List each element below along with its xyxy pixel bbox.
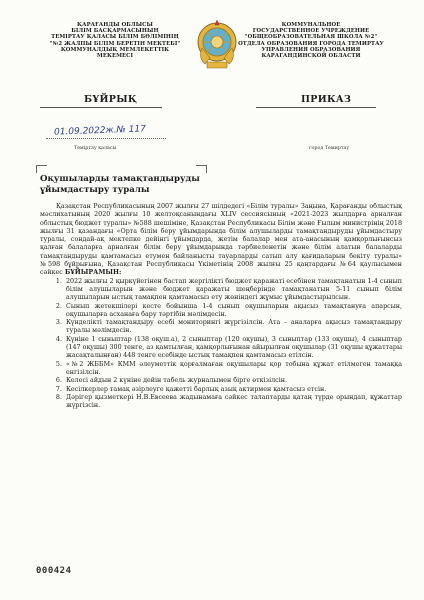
document-title [40,174,240,195]
order-item: 2. Сынып жетекшілері кесте бойынша 1-4 сынып оқушыларын ақысыз тамақтануға апарсын, оқушыларға асханаға бару тәртібін мәлімдесін. [64,303,402,320]
preamble-paragraph [40,203,402,278]
header-ru-line: КОММУНАЛЬНОЕ [281,22,341,28]
header-ru-line: ГОСУДАРСТВЕННОЕ УЧРЕЖДЕНИЕ [252,28,370,35]
header-kz-line: "№2 ЖАЛПЫ БІЛІМ БЕРЕТІН МЕКТЕБІ" [49,40,181,47]
order-items-list [40,278,402,411]
header-kz-line: КОММУНАЛДЫҚ МЕМЛЕКЕТТІК [60,46,170,53]
header-ru-line: ОТДЕЛА ОБРАЗОВАНИЯ ГОРОДА ТЕМИРТАУ [238,40,384,47]
header-ru-line: "ОБЩЕОБРАЗОВАТЕЛЬНАЯ ШКОЛА №2" [244,34,378,41]
header-kz-line: ҚАРАҒАНДЫ ОБЛЫСЫ [77,22,153,28]
order-item: 7. Кесілкерлер тамақ әзірлеуге қажетті барлық азық актирмен қамтасыз етсін. [64,386,402,394]
header-kz-line: БІЛІМ БАСҚАРМАСЫНЫҢ [71,28,159,35]
order-item: 1. 2022 жылғы 2 қыркүйегінен бастап жергілікті бюджет қаражаті есебінен тамақтанатын 1-4 сынып білім алушыларын және бюджет қаражаты шеңберінде тамақтанатын 5-11 сынып білім алушыларын ыстық тамақпен қамтамасыз ету жөніндегі жұмыс ұйымдастырылсын. [64,278,402,303]
header-kazakh-block [40,22,190,59]
title-line-1: Оқушыларды тамақтандыруды [40,174,200,184]
date-number-line [46,138,166,139]
header-kz-line: ТЕМІРТАУ ҚАЛАСЫ БІЛІМ БӨЛІМІНІҢ [51,34,179,41]
title-bracket-right [196,165,207,173]
order-item: 4. Күніне 1 сыныптар (138 оқуш.а), 2 сыныптар (120 оқушы), 3 сыныптар (133 оқушы), 4 сыныптар (147 оқушы) 300 тенге, аз қамтылған, қамқорлығынан айырылған оқушылар (31 оқушы құжаттары жасақталынған) 448 тенге есебінде ыстық тамақпен қамтамасыз етілсін. [64,336,402,361]
header-ru-line: КАРАГАНДИНСКОЙ ОБЛАСТИ [261,53,361,60]
header-divider-left [40,107,162,108]
document-serial-number: 000424 [36,566,72,576]
city-label-kz: Теміртау қаласы [74,146,117,151]
resolve-heading: БҰЙЫРАМЫН: [64,269,122,277]
order-item: 5. «№2 ЖББМ» КММ әлеуметтік қорғалмаған оқушылары қор тобына құжат етілмеген тамаққа енгізілсін. [64,361,402,378]
title-bracket-left [36,165,47,173]
handwritten-date-number: 01.09.2022ж.№ 117 [53,124,147,138]
title-line-2: ұйымдастыру туралы [40,184,150,195]
order-item: 8. Дәрігер қызметкері Н.В.Евсеева жадынамаға сәйкес талаптарды қатаң түрде орындап, құжаттар жүргізсін. [64,394,402,411]
order-item: 6. Келесі айдын 2 күніне дейін табель журналымен бірге өткізілсін. [64,377,402,385]
order-item: 3. Күнделікті тамақтандыру есебі мониторингі жүргізілсін. Ата – аналарға ақысыз тамақтандыру туралы мәлімдесін. [64,319,402,336]
document-body [40,203,402,410]
order-label-ru: ПРИКАЗ [301,94,352,105]
header-kz-line: МЕКЕМЕСІ [96,53,134,60]
header-divider-right [256,107,376,108]
order-label-kz: БҰЙРЫҚ [84,94,138,105]
header-ru-line: УПРАВЛЕНИЯ ОБРАЗОВАНИЯ [261,46,361,53]
header-russian-block [236,22,386,59]
kazakhstan-state-emblem-icon [196,18,238,72]
city-label-ru: город Темиртау [309,146,350,151]
preamble-text: Қазақстан Республикасының 2007 жылғы 27 шілдедегі «Білім туралы» Заңына, Қарағанды облыстық мәслихатының 2020 жылғы 10 желтоқсанындағы XLIV сессиясының «2021-2023 жылдарға арналған облыстық бюджет туралы» №588 шешіміне, Қазақстан Республикасы Білім және Ғылым министрінің 2018 жылғы 31 қазандағы «Орта білім беру ұйымдарында білім алушыларды тамақтандыруды ұйымдастыру туралы, сондай-ақ мектепке дейінгі ұйымдарда, жетім балалар мен ата-анасының қамқорлығынсыз қалған балаларға арналған білім беру ұйымдарында тәрбиеленетін және білім алатын балаларды тамақтандыруды қамтамасыз етумен байланысты тауарларды сатып алу қағидаларын бекіту туралы» №598 бұйрығына, Қазақстан Республикасы Үкіметінің 2008 жылғы 25 қаңтардағы №64 қаулысымен сәйкес [40,203,402,277]
